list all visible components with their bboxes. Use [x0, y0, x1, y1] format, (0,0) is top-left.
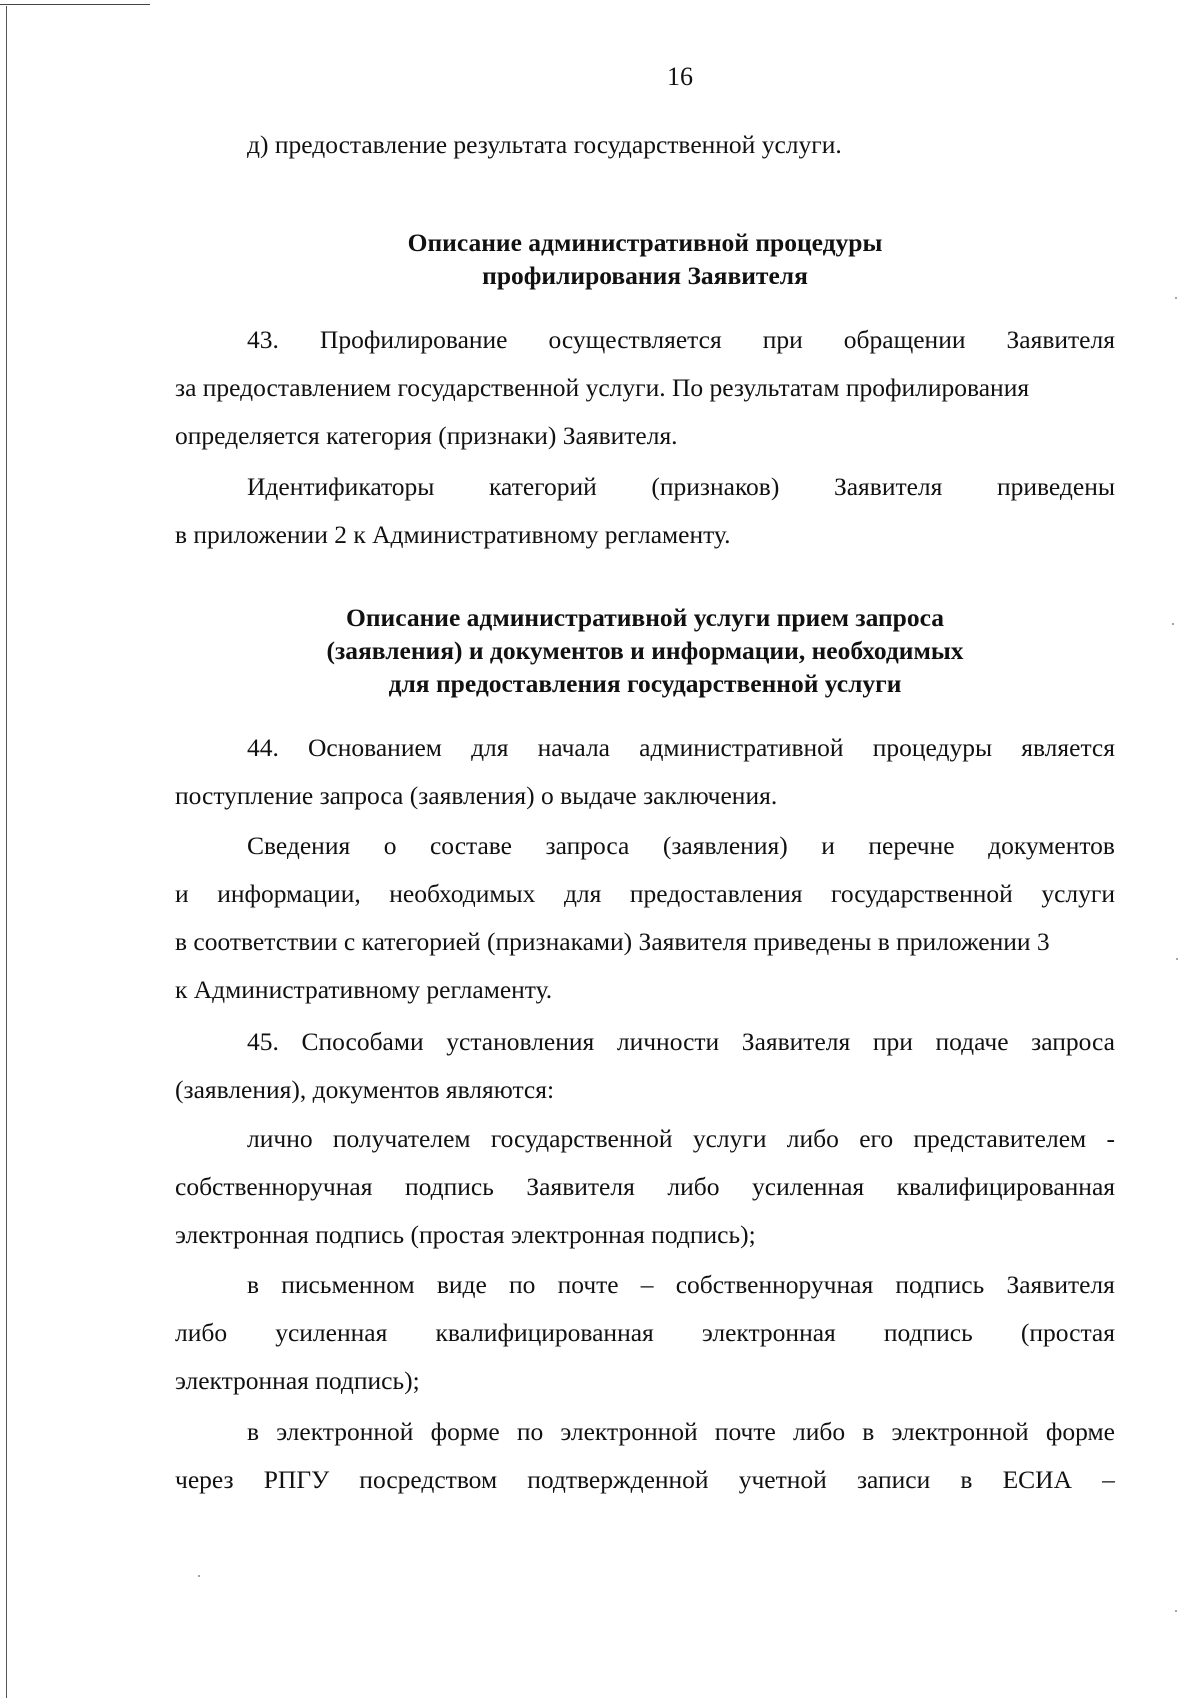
- text-line: за предоставлением государственной услуги. По результатам профилирования: [175, 373, 1030, 402]
- word: –: [1102, 1465, 1115, 1494]
- paragraph-43: [175, 316, 1115, 460]
- word: и: [175, 879, 189, 908]
- word: 44.: [247, 733, 279, 762]
- justified-line: [175, 724, 1115, 772]
- word: перечне: [868, 831, 955, 860]
- word: собственноручная: [675, 1270, 874, 1299]
- word: электронной: [891, 1417, 1029, 1446]
- text-line: электронная подпись (простая электронная подпись);: [175, 1220, 756, 1249]
- word: квалифицированная: [435, 1318, 654, 1347]
- word: установления: [446, 1027, 595, 1056]
- justified-line: [175, 1456, 1115, 1504]
- word: (признаков): [651, 472, 780, 501]
- paragraph-44-details: [175, 822, 1115, 1014]
- word: осуществляется: [548, 325, 722, 354]
- word: о: [383, 831, 397, 860]
- justified-line: [175, 1261, 1115, 1309]
- text-line: к Административному регламенту.: [175, 975, 553, 1004]
- word: по: [508, 1270, 536, 1299]
- heading-line: Описание административной услуги прием запроса: [346, 603, 944, 632]
- word: либо: [792, 1417, 846, 1446]
- scan-speck: [198, 1575, 200, 1577]
- scan-edge-left: [6, 6, 7, 1698]
- text-line: поступление запроса (заявления) о выдаче заключения.: [175, 781, 778, 810]
- word: лично: [247, 1124, 313, 1153]
- word: собственноручная: [175, 1172, 373, 1201]
- word: виде: [436, 1270, 487, 1299]
- word: Идентификаторы: [247, 472, 435, 501]
- text-line: (заявления), документов являются:: [175, 1075, 555, 1104]
- word: подтвержденной: [527, 1465, 709, 1494]
- word: подпись: [404, 1172, 494, 1201]
- word: учетной: [738, 1465, 827, 1494]
- word: через: [175, 1465, 234, 1494]
- word: информации,: [217, 879, 361, 908]
- word: государственной: [831, 879, 1013, 908]
- word: усиленная: [275, 1318, 388, 1347]
- word: в: [862, 1417, 875, 1446]
- word: посредством: [359, 1465, 498, 1494]
- paragraph-45-electronic: [175, 1408, 1115, 1504]
- word: составе: [429, 831, 512, 860]
- word: Заявителя: [526, 1172, 635, 1201]
- word: электронная: [701, 1318, 836, 1347]
- section-heading-request-intake: [175, 601, 1115, 700]
- word: представителем: [913, 1124, 1087, 1153]
- word: приведены: [997, 472, 1115, 501]
- paragraph-44: [175, 724, 1115, 820]
- word: квалифицированная: [896, 1172, 1115, 1201]
- word: категорий: [489, 472, 597, 501]
- word: в: [247, 1417, 260, 1446]
- word: административной: [639, 733, 844, 762]
- scan-speck: [1175, 297, 1177, 299]
- scan-speck: [1175, 1610, 1177, 1612]
- word: ЕСИА: [1002, 1465, 1073, 1494]
- word: его: [859, 1124, 894, 1153]
- justified-line: [175, 1163, 1115, 1211]
- word: начала: [537, 733, 610, 762]
- word: услуги: [692, 1124, 767, 1153]
- text-line: электронная подпись);: [175, 1366, 420, 1395]
- word: процедуры: [872, 733, 993, 762]
- word: услуги: [1041, 879, 1115, 908]
- word: электронной: [560, 1417, 698, 1446]
- word: запроса: [1031, 1027, 1115, 1056]
- justified-line: [175, 1018, 1115, 1066]
- paragraph-45-in-person: [175, 1115, 1115, 1259]
- justified-line: [175, 1408, 1115, 1456]
- heading-line: для предоставления государственной услуги: [388, 669, 902, 698]
- scan-edge-top: [0, 4, 150, 5]
- paragraph-45: [175, 1018, 1115, 1114]
- word: в: [960, 1465, 973, 1494]
- word: документов: [988, 831, 1115, 860]
- justified-line: [175, 1309, 1115, 1357]
- text-line: в приложении 2 к Административному регламенту.: [175, 520, 731, 549]
- word: (простая: [1020, 1318, 1115, 1347]
- word: личности: [616, 1027, 720, 1056]
- justified-line: [175, 822, 1115, 870]
- word: либо: [667, 1172, 720, 1201]
- word: 45.: [247, 1027, 279, 1056]
- word: Профилирование: [319, 325, 508, 354]
- word: –: [640, 1270, 654, 1299]
- justified-line: [175, 316, 1115, 364]
- word: по: [516, 1417, 544, 1446]
- word: Сведения: [247, 831, 351, 860]
- section-heading-profiling: [175, 226, 1115, 292]
- heading-line: Описание административной процедуры: [407, 228, 883, 257]
- page-number: 16: [667, 62, 693, 91]
- word: подпись: [895, 1270, 985, 1299]
- word: обращении: [843, 325, 966, 354]
- text-line: определяется категория (признаки) Заявителя.: [175, 421, 678, 450]
- text-line: в соответствии с категорией (признаками) Заявителя приведены в приложении 3: [175, 927, 1050, 956]
- word: для: [563, 879, 602, 908]
- word: Основанием: [308, 733, 442, 762]
- word: форме: [430, 1417, 500, 1446]
- justified-line: [175, 870, 1115, 918]
- word: форме: [1045, 1417, 1115, 1446]
- paragraph-45-by-mail: [175, 1261, 1115, 1405]
- scan-speck: [1172, 623, 1174, 625]
- heading-line: (заявления) и документов и информации, необходимых: [326, 636, 964, 665]
- word: при: [762, 325, 803, 354]
- text-line: д) предоставление результата государственной услуги.: [247, 130, 842, 159]
- justified-line: [175, 463, 1115, 511]
- word: -: [1106, 1124, 1115, 1153]
- word: необходимых: [389, 879, 536, 908]
- word: предоставления: [629, 879, 803, 908]
- intro-paragraph: [175, 121, 1115, 169]
- word: Заявителя: [741, 1027, 851, 1056]
- word: почте: [557, 1270, 619, 1299]
- paragraph-43-identifiers: [175, 463, 1115, 559]
- word: Заявителя: [1006, 1270, 1115, 1299]
- word: записи: [856, 1465, 931, 1494]
- word: (заявления): [662, 831, 788, 860]
- word: запроса: [545, 831, 630, 860]
- word: письменном: [281, 1270, 415, 1299]
- word: 43.: [247, 325, 279, 354]
- word: электронной: [276, 1417, 414, 1446]
- word: для: [471, 733, 509, 762]
- word: подаче: [935, 1027, 1009, 1056]
- heading-line: профилирования Заявителя: [482, 261, 808, 290]
- word: Способами: [301, 1027, 424, 1056]
- word: либо: [786, 1124, 839, 1153]
- word: государственной: [490, 1124, 673, 1153]
- word: либо: [175, 1318, 228, 1347]
- word: усиленная: [752, 1172, 865, 1201]
- word: подпись: [883, 1318, 973, 1347]
- word: при: [872, 1027, 913, 1056]
- word: РПГУ: [263, 1465, 330, 1494]
- word: является: [1021, 733, 1115, 762]
- word: почте: [714, 1417, 776, 1446]
- word: получателем: [332, 1124, 471, 1153]
- word: Заявителя: [833, 472, 943, 501]
- word: Заявителя: [1006, 325, 1115, 354]
- scan-speck: [1176, 958, 1178, 960]
- justified-line: [175, 1115, 1115, 1163]
- word: в: [247, 1270, 260, 1299]
- word: и: [821, 831, 835, 860]
